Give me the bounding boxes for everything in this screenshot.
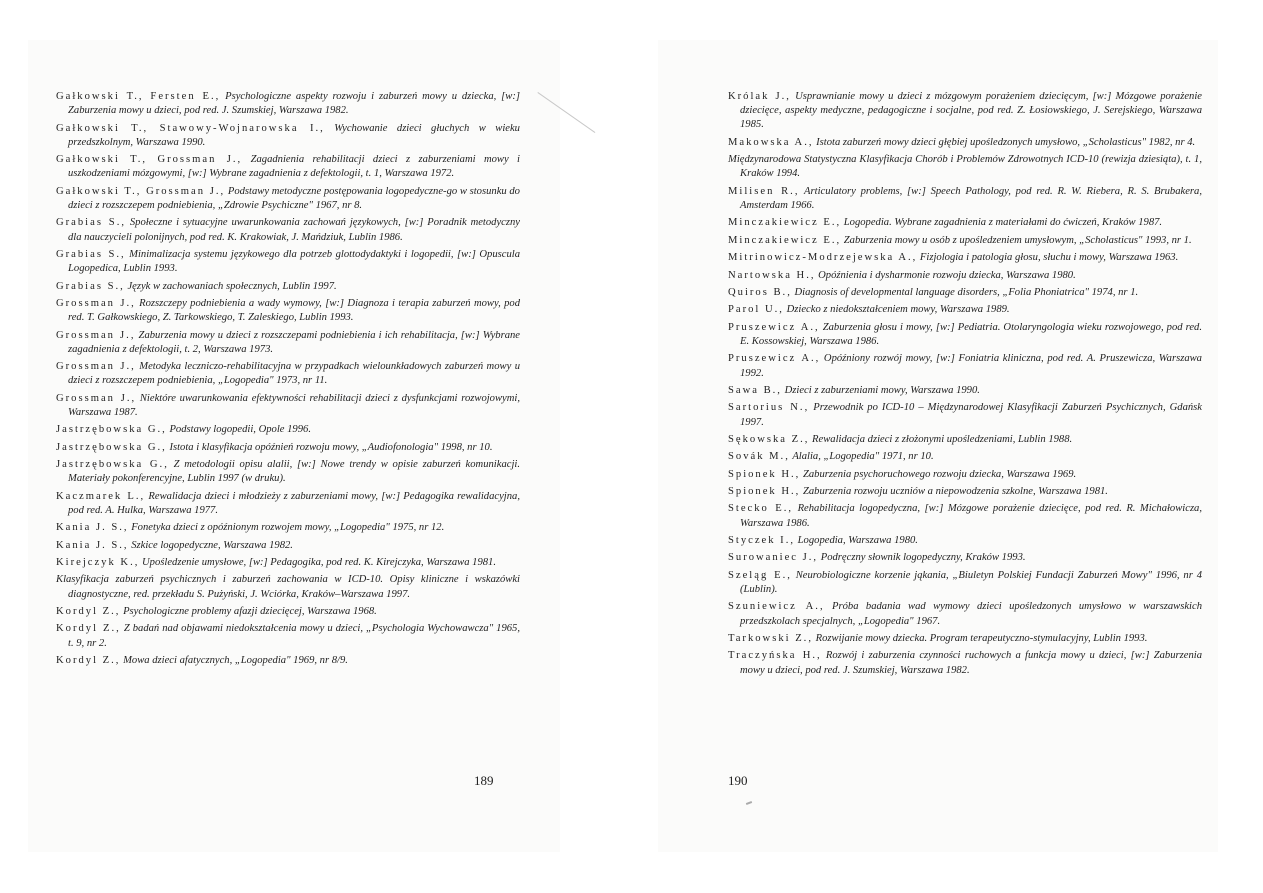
entry-author: Szeląg E.,	[728, 569, 792, 581]
entry-citation: Zaburzenia mowy u dzieci z rozszczepami podniebienia i ich rehabilitacja, [w:] Wybrane zagadnienia z defektologii, t. 2, Warszawa 1973.	[68, 329, 520, 355]
bibliography-entry	[728, 136, 1202, 150]
entry-author: Kirejczyk K.,	[56, 557, 140, 569]
entry-author: Grabias S.,	[56, 248, 126, 260]
bibliography-entry	[56, 297, 520, 325]
entry-citation: Articulatory problems, [w:] Speech Pathology, pod red. R. W. Riebera, R. S. Brubakera, Amsterdam 1966.	[740, 185, 1202, 211]
entry-citation: Międzynarodowa Statystyczna Klasyfikacja Chorób i Problemów Zdrowotnych ICD-10 (rewizja dziesiąta), t. 1, Kraków 1994.	[728, 154, 1202, 180]
entry-citation: Społeczne i sytuacyjne uwarunkowania zachowań językowych, [w:] Poradnik metodyczny dla nauczycieli polonijnych, pod red. K. Krakowiak, J. Mańdziuk, Lublin 1986.	[68, 217, 520, 243]
entry-citation: Diagnosis of developmental language disorders, „Folia Phoniatrica" 1974, nr 1.	[791, 286, 1139, 298]
bibliography-entry	[728, 90, 1202, 133]
entry-citation: Wychowanie dzieci głuchych w wieku przedszkolnym, Warszawa 1990.	[68, 122, 520, 148]
entry-citation: Język w zachowaniach społecznych, Lublin 1997.	[124, 280, 337, 292]
entry-author: Grossman J.,	[56, 329, 136, 341]
bibliography-entry	[728, 534, 1202, 548]
entry-author: Kania J. S.,	[56, 539, 129, 551]
bibliography-entry	[728, 286, 1202, 300]
entry-citation: Rewalidacja dzieci i młodzieży z zaburzeniami mowy, [w:] Pedagogika rewalidacyjna, pod red. A. Hulka, Warszawa 1977.	[68, 490, 520, 516]
bibliography-entry	[56, 122, 520, 150]
bibliography-entry	[728, 450, 1202, 464]
bibliography-entry	[56, 458, 520, 486]
entry-citation: Niektóre uwarunkowania efektywności rehabilitacji dzieci z dysfunkcjami rozwojowymi, Warszawa 1987.	[68, 392, 520, 418]
entry-citation: Zaburzenia psychoruchowego rozwoju dziecka, Warszawa 1969.	[800, 468, 1077, 480]
bibliography-entry	[56, 622, 520, 650]
entry-citation: Neurobiologiczne korzenie jąkania, „Biuletyn Polskiej Fundacji Zaburzeń Mowy" 1996, nr 4 (Lublin).	[740, 569, 1203, 596]
bibliography-entry	[728, 569, 1202, 597]
entry-author: Sękowska Z.,	[728, 433, 810, 445]
bibliography-entry	[728, 485, 1202, 499]
entry-author: Spionek H.,	[728, 486, 801, 498]
bibliography-entry	[728, 153, 1202, 181]
bibliography-entry	[56, 185, 520, 213]
entry-author: Minczakiewicz E.,	[728, 217, 842, 229]
entry-author: Quiros B.,	[728, 286, 792, 298]
entry-citation: Alalia, „Logopedia" 1971, nr 10.	[789, 451, 934, 463]
entry-author: Minczakiewicz E.,	[728, 234, 842, 246]
entry-author: Mitrinowicz-Modrzejewska A.,	[728, 252, 918, 264]
entry-author: Grabias S.,	[56, 217, 126, 229]
bibliography-entry	[728, 303, 1202, 317]
entry-citation: Minimalizacja systemu językowego dla potrzeb glottodydaktyki i logopedii, [w:] Opuscula Logopedica, Lublin 1993.	[68, 248, 520, 275]
left-page	[28, 40, 560, 852]
entry-citation: Rozszczepy podniebienia a wady wymowy, [w:] Diagnoza i terapia zaburzeń mowy, pod red. T. Gałkowskiego, Z. Tarkowskiego, T. Zaleskiego, Lublin 1993.	[68, 297, 520, 324]
bibliography-entry	[728, 321, 1202, 349]
bibliography-entry	[728, 384, 1202, 398]
entry-citation: Z metodologii opisu alalii, [w:] Nowe trendy w opisie zaburzeń komunikacji. Materiały pokonferencyjne, Lublin 1997 (w druku).	[68, 459, 520, 485]
entry-author: Nartowska H.,	[728, 269, 816, 281]
entry-citation: Logopedia, Warszawa 1980.	[795, 535, 918, 547]
entry-citation: Fonetyka dzieci z opóźnionym rozwojem mowy, „Logopedia" 1975, nr 12.	[128, 522, 445, 534]
entry-author: Sartorius N.,	[728, 402, 810, 414]
entry-author: Traczyńska H.,	[728, 650, 822, 662]
entry-author: Kordyl Z.,	[56, 606, 121, 618]
entry-citation: Mowa dzieci afatycznych, „Logopedia" 1969, nr 8/9.	[120, 655, 348, 667]
entry-author: Grossman J.,	[56, 392, 137, 404]
entry-author: Spionek H.,	[728, 468, 801, 480]
scan-smudge	[746, 801, 752, 805]
entry-author: Tarkowski Z.,	[728, 633, 813, 645]
page-fold-mark	[537, 92, 595, 133]
bibliography-entry	[728, 216, 1202, 230]
entry-author: Stecko E.,	[728, 503, 794, 515]
bibliography-entry	[56, 392, 520, 420]
bibliography-entry	[56, 521, 520, 535]
entry-citation: Istota zaburzeń mowy dzieci głębiej upośledzonych umysłowo, „Scholasticus" 1982, nr 4.	[813, 136, 1196, 148]
entry-author: Gałkowski T., Fersten E.,	[56, 91, 221, 102]
entry-citation: Zaburzenia rozwoju uczniów a niepowodzenia szkolne, Warszawa 1981.	[800, 486, 1108, 498]
entry-author: Gałkowski T., Grossman J.,	[56, 154, 243, 166]
entry-author: Szuniewicz A.,	[728, 601, 825, 613]
bibliography-entry	[56, 90, 520, 118]
bibliography-entry	[728, 234, 1202, 248]
bibliography-entry	[56, 248, 520, 276]
bibliography-column-left	[56, 90, 520, 671]
bibliography-entry	[56, 490, 520, 518]
entry-citation: Fizjologia i patologia głosu, słuchu i mowy, Warszawa 1963.	[917, 252, 1179, 264]
bibliography-entry	[728, 433, 1202, 447]
entry-citation: Zaburzenia głosu i mowy, [w:] Pediatria. Otolaryngologia wieku rozwojowego, pod red. E. Kossowskiej, Warszawa 1986.	[740, 321, 1202, 347]
bibliography-entry	[56, 573, 520, 601]
entry-author: Parol U.,	[728, 304, 784, 316]
entry-author: Królak J.,	[728, 91, 791, 102]
entry-author: Jastrzębowska G.,	[56, 459, 169, 471]
bibliography-entry	[56, 556, 520, 570]
entry-author: Sovák M.,	[728, 451, 790, 463]
entry-author: Milisen R.,	[728, 185, 800, 197]
entry-citation: Z badań nad objawami niedokształcenia mowy u dzieci, „Psychologia Wychowawcza" 1965, t. 9, nr 2.	[68, 623, 520, 649]
bibliography-column-right	[728, 90, 1202, 681]
entry-author: Pruszewicz A.,	[728, 353, 821, 365]
bibliography-entry	[56, 153, 520, 181]
entry-author: Pruszewicz A.,	[728, 321, 820, 333]
bibliography-entry	[56, 539, 520, 553]
entry-author: Grossman J.,	[56, 297, 136, 309]
entry-citation: Usprawnianie mowy u dzieci z mózgowym porażeniem dziecięcym, [w:] Mózgowe porażenie dziecięce, aspekty medyczne, pedagogiczne i socjalne, pod red. Z. Łosiowskiego, J. Serejskiego, Warszawa 1985.	[740, 91, 1202, 131]
entry-citation: Podstawy metodyczne postępowania logopedyczne-go w stosunku do dzieci z rozszczepem podniebienia, „Zdrowie Psychiczne" 1967, nr 8.	[68, 185, 520, 211]
entry-citation: Próba badania wad wymowy dzieci upośledzonych umysłowo w warszawskich przedszkolach specjalnych, „Logopedia" 1967.	[740, 601, 1203, 627]
entry-citation: Przewodnik po ICD-10 – Międzynarodowej Klasyfikacji Zaburzeń Psychicznych, Gdańsk 1997.	[740, 402, 1202, 428]
entry-citation: Dzieci z zaburzeniami mowy, Warszawa 1990.	[781, 384, 980, 396]
bibliography-entry	[728, 502, 1202, 530]
right-page	[658, 40, 1218, 852]
bibliography-entry	[728, 352, 1202, 380]
entry-citation: Upośledzenie umysłowe, [w:] Pedagogika, pod red. K. Kirejczyka, Warszawa 1981.	[139, 557, 497, 569]
entry-author: Kania J. S.,	[56, 522, 129, 534]
page-number-right: 190	[728, 773, 748, 788]
bibliography-entry	[728, 600, 1202, 628]
entry-citation: Rozwój i zaburzenia czynności ruchowych a funkcja mowy u dzieci, [w:] Zaburzenia mowy u dzieci, pod red. J. Szumskiej, Warszawa 1982.	[740, 650, 1202, 676]
bibliography-entry	[728, 251, 1202, 265]
bibliography-entry	[56, 216, 520, 244]
entry-author: Gałkowski T., Grossman J.,	[56, 185, 226, 197]
entry-citation: Rozwijanie mowy dziecka. Program terapeutyczno-stymulacyjny, Lublin 1993.	[812, 633, 1148, 645]
entry-author: Sawa B.,	[728, 384, 782, 396]
page-number-left: 189	[474, 773, 494, 788]
entry-author: Kaczmarek L.,	[56, 490, 146, 502]
entry-author: Gałkowski T., Stawowy-Wojnarowska I.,	[56, 122, 325, 134]
entry-citation: Metodyka leczniczo-rehabilitacyjna w przypadkach wielounkładowych zaburzeń mowy u dzieci z rozszczepem podniebienia, „Logopedia" 1973, nr 11.	[68, 361, 520, 387]
entry-citation: Opóźnienia i dysharmonie rozwoju dziecka, Warszawa 1980.	[815, 269, 1076, 281]
entry-citation: Psychologiczne problemy afazji dziecięcej, Warszawa 1968.	[120, 606, 377, 618]
bibliography-entry	[56, 441, 520, 455]
entry-citation: Psychologiczne aspekty rozwoju i zaburzeń mowy u dziecka, [w:] Zaburzenia mowy u dzieci, pod red. J. Szumskiej, Warszawa 1982.	[68, 91, 520, 117]
entry-citation: Rewalidacja dzieci z złożonymi upośledzeniami, Lublin 1988.	[809, 433, 1073, 445]
bibliography-entry	[728, 551, 1202, 565]
entry-author: Kordyl Z.,	[56, 623, 121, 635]
bibliography-entry	[56, 280, 520, 294]
entry-author: Styczek I.,	[728, 535, 796, 547]
entry-citation: Zaburzenia mowy u osób z upośledzeniem umysłowym, „Scholasticus" 1993, nr 1.	[841, 234, 1192, 246]
entry-citation: Rehabilitacja logopedyczna, [w:] Mózgowe porażenie dziecięce, pod red. R. Michałowicza, Warszawa 1986.	[740, 503, 1203, 529]
entry-citation: Szkice logopedyczne, Warszawa 1982.	[128, 539, 293, 551]
bibliography-entry	[56, 654, 520, 668]
entry-author: Surowaniec J.,	[728, 552, 819, 564]
entry-citation: Logopedia. Wybrane zagadnienia z materiałami do ćwiczeń, Kraków 1987.	[841, 217, 1163, 229]
bibliography-entry	[728, 468, 1202, 482]
bibliography-entry	[56, 329, 520, 357]
bibliography-entry	[728, 632, 1202, 646]
bibliography-entry	[728, 401, 1202, 429]
bibliography-entry	[728, 269, 1202, 283]
entry-author: Grabias S.,	[56, 280, 125, 292]
bibliography-entry	[728, 185, 1202, 213]
entry-citation: Podstawy logopedii, Opole 1996.	[166, 424, 311, 436]
entry-author: Kordyl Z.,	[56, 655, 121, 667]
entry-citation: Istota i klasyfikacja opóźnień rozwoju mowy, „Audiofonologia" 1998, nr 10.	[166, 441, 493, 453]
entry-author: Grossman J.,	[56, 361, 136, 373]
entry-citation: Opóźniony rozwój mowy, [w:] Foniatria kliniczna, pod red. A. Pruszewicza, Warszawa 1992.	[740, 353, 1202, 379]
bibliography-entry	[56, 360, 520, 388]
entry-citation: Dziecko z niedokształceniem mowy, Warszawa 1989.	[783, 304, 1010, 316]
entry-author: Jastrzębowska G.,	[56, 441, 167, 453]
entry-author: Makowska A.,	[728, 136, 814, 148]
entry-citation: Zagadnienia rehabilitacji dzieci z zaburzeniami mowy i uszkodzeniami mózgowymi, [w:] Wybrane zagadnienia z defektologii, t. 1, Warszawa 1972.	[68, 154, 520, 180]
entry-author: Jastrzębowska G.,	[56, 424, 167, 436]
entry-citation: Podręczny słownik logopedyczny, Kraków 1993.	[818, 552, 1026, 564]
bibliography-entry	[728, 649, 1202, 677]
bibliography-entry	[56, 605, 520, 619]
bibliography-entry	[56, 423, 520, 437]
entry-citation: Klasyfikacja zaburzeń psychicznych i zaburzeń zachowania w ICD-10. Opisy kliniczne i wskazówki diagnostyczne, red. przekładu S. Pużyński, J. Wciórka, Kraków–Warszawa 1997.	[56, 574, 520, 600]
